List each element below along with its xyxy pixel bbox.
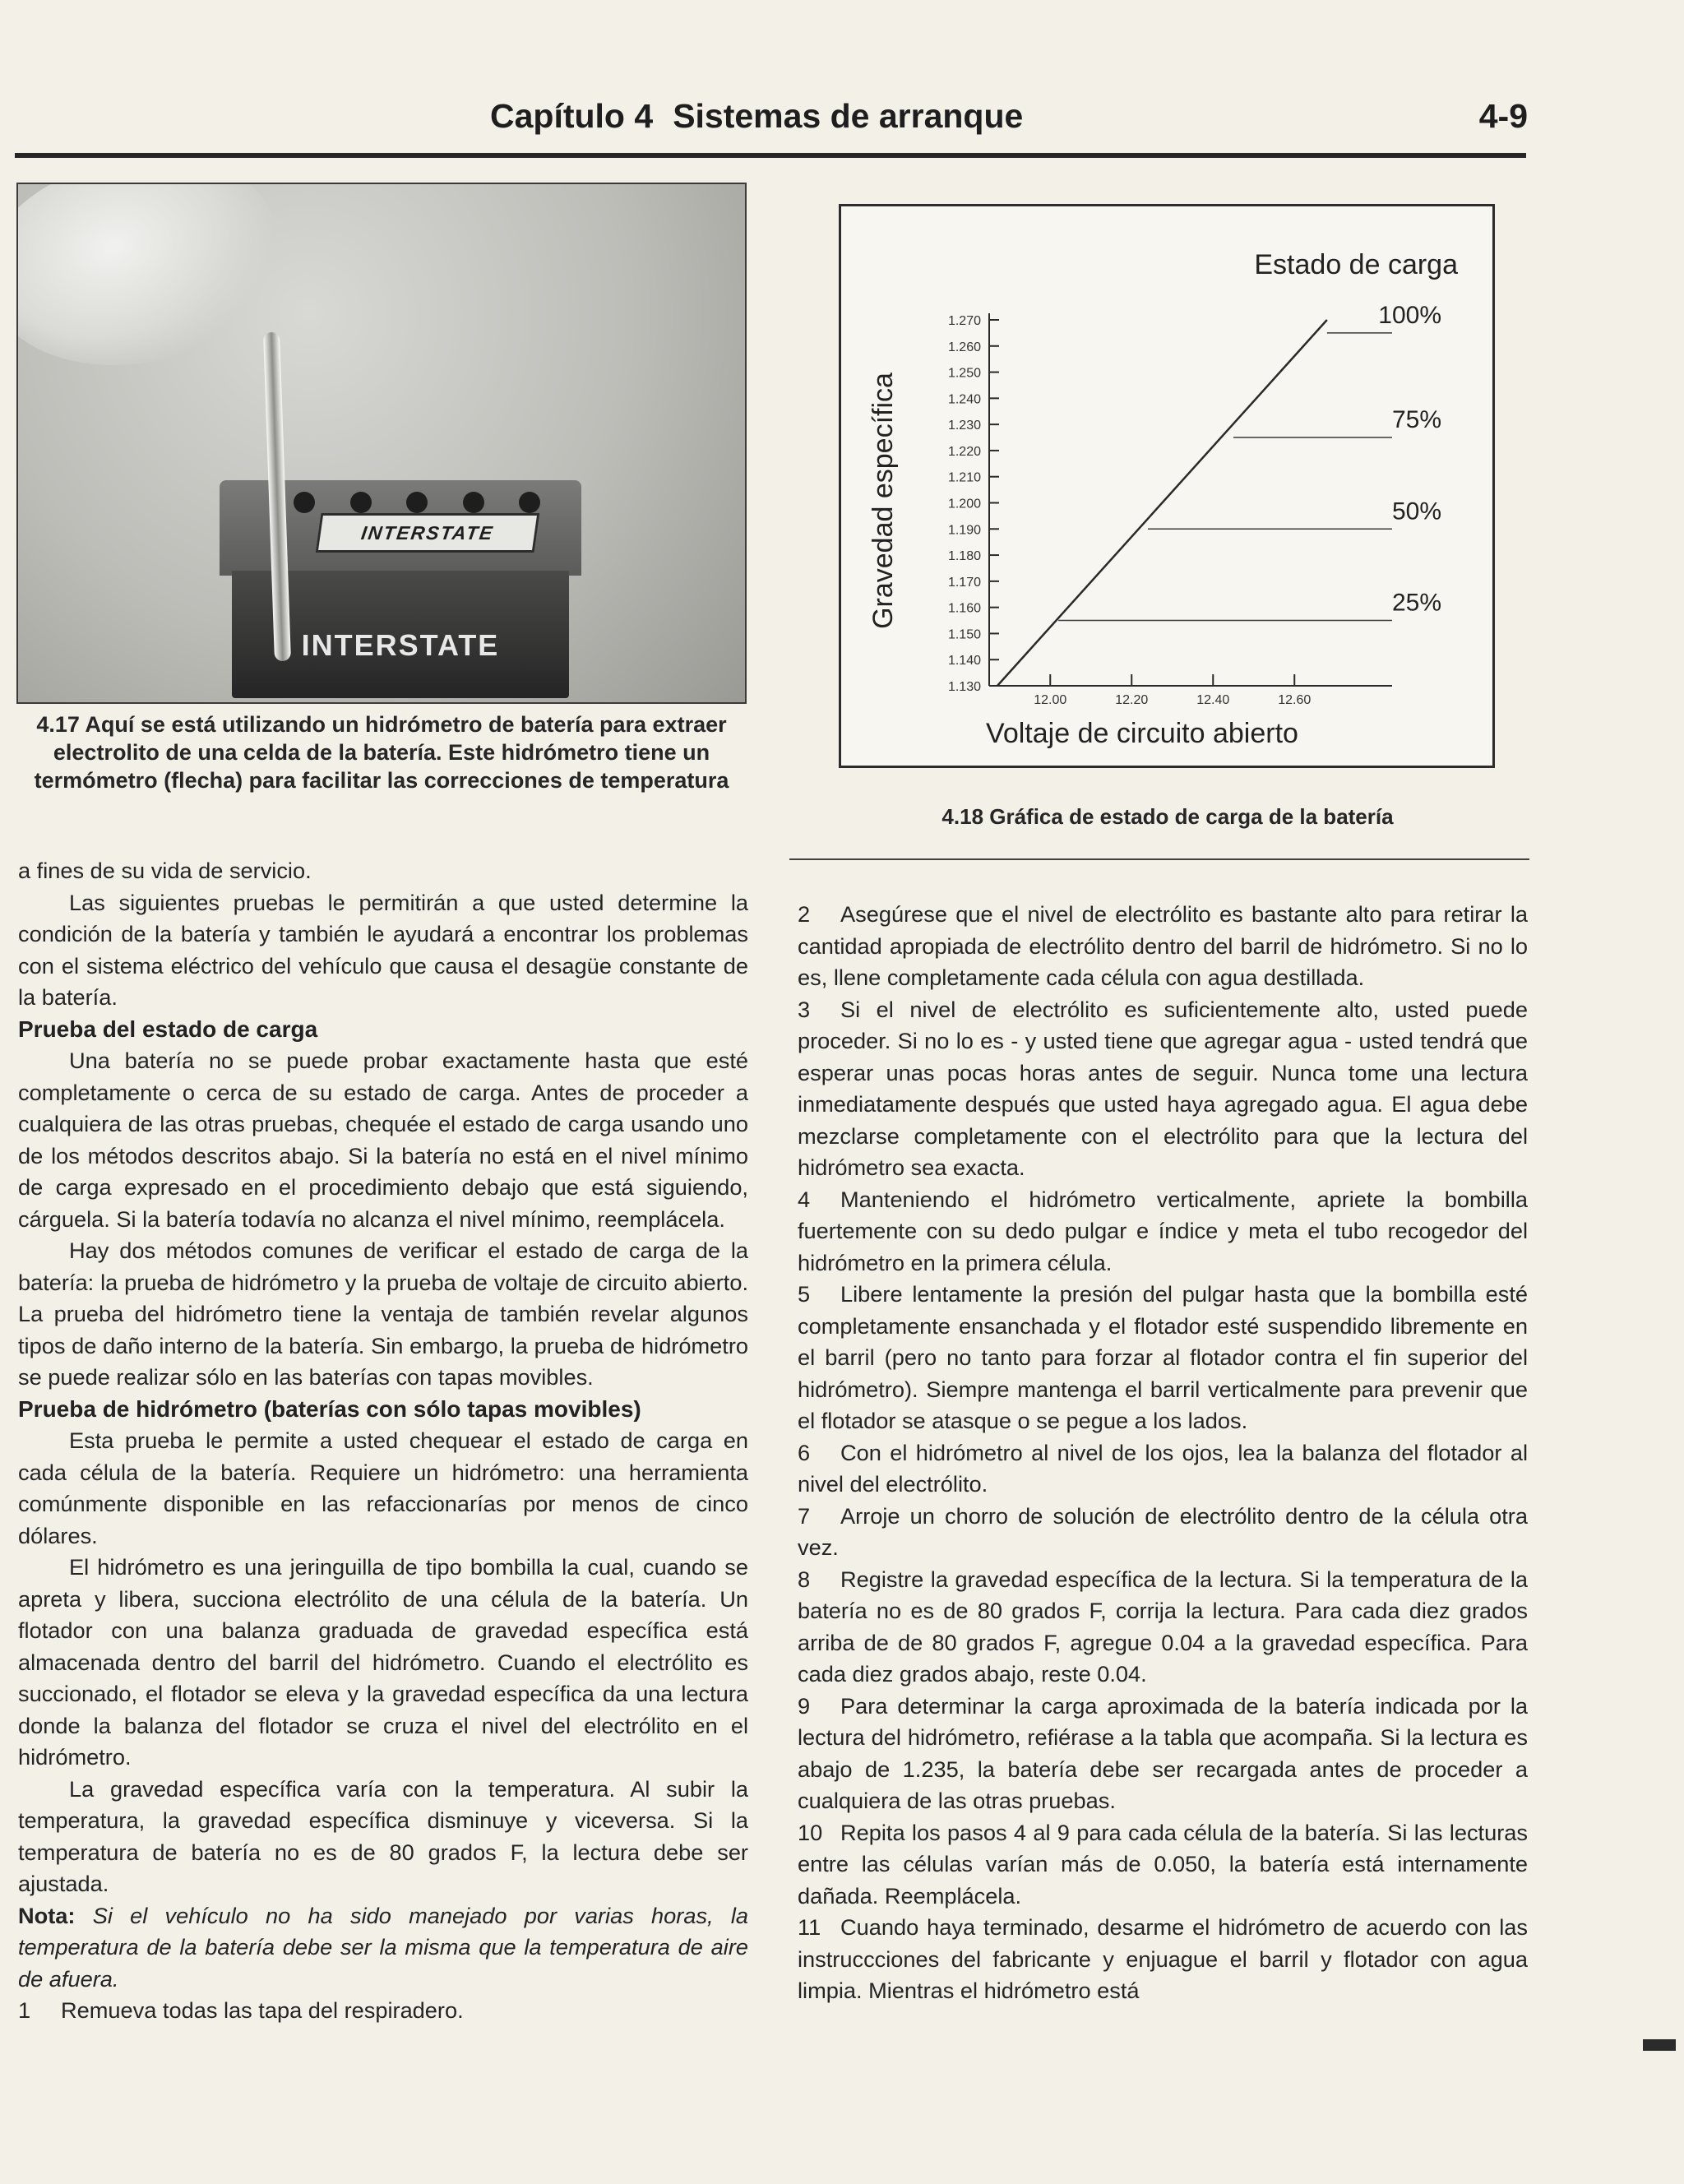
- y-tick-label: 1.250: [947, 366, 981, 381]
- step: [18, 1995, 748, 2027]
- step-number: 11: [798, 1914, 821, 1940]
- step-text: Con el hidrómetro al nivel de los ojos, lea la balanza del flotador al nivel del electrólito.: [798, 1439, 1528, 1497]
- page-edge-tab: [1643, 2039, 1676, 2051]
- step: [798, 1912, 1528, 2007]
- x-tick-label: 12.40: [1196, 693, 1230, 707]
- y-axis-label: Gravedad específica: [867, 372, 899, 629]
- paragraph: Hay dos métodos comunes de verificar el estado de carga de la batería: la prueba de hidrómetro y la prueba de voltaje de circuito abierto. La prueba del hidrómetro tiene la ventaja de también revelar algunos tipos de daño interno de la batería. Sin embargo, la prueba de hidrómetro se puede realizar sólo en las baterías con tapas movibles.: [18, 1238, 748, 1390]
- paragraph: Esta prueba le permite a usted chequear el estado de carga en cada célula de la batería. Requiere un hidrómetro: una herramienta comúnmente disponible en las refaccionarías por menos de cinco dólares.: [18, 1427, 748, 1548]
- y-tick-label: 1.210: [947, 470, 981, 485]
- step-text: Si el nivel de electrólito es suficientemente alto, usted puede proceder. Si no lo es - y usted tiene que agregar agua - usted tendrá que esperar unas pocas horas antes de seguir. Nunca tome una lectura inmediatamente después que usted haya agregado agua. El agua debe mezclarse completamente con el electrólito para que la lectura del hidrómetro sea exacta.: [798, 996, 1528, 1180]
- step-text: Asegúrese que el nivel de electrólito es bastante alto para retirar la cantidad apropiada de electrólito dentro del barril de hidrómetro. Si no lo es, llene completamente cada célula con agua destillada.: [798, 901, 1528, 990]
- level-label: 50%: [1391, 497, 1441, 525]
- y-tick-label: 1.200: [947, 497, 981, 511]
- y-tick-label: 1.270: [947, 314, 981, 328]
- y-tick-label: 1.230: [947, 419, 981, 433]
- section-heading: Prueba del estado de carga: [18, 1016, 318, 1042]
- x-tick-label: 12.20: [1115, 693, 1149, 707]
- y-tick-label: 1.170: [947, 575, 981, 590]
- step-number: 2: [798, 901, 811, 927]
- y-tick-label: 1.240: [947, 392, 981, 407]
- section-divider: [789, 858, 1529, 860]
- y-tick-label: 1.160: [947, 601, 981, 616]
- x-tick-label: 12.00: [1034, 693, 1067, 707]
- chart-svg: [841, 206, 1492, 766]
- y-tick-label: 1.260: [947, 340, 981, 354]
- step-number: 7: [798, 1502, 811, 1529]
- step-number: 10: [798, 1819, 823, 1845]
- chart-title: Estado de carga: [1254, 249, 1458, 280]
- figure-4-18-caption: 4.18 Gráfica de estado de carga de la batería: [941, 804, 1394, 829]
- chapter-name: Sistemas de arranque: [673, 97, 1024, 135]
- step-number: 8: [798, 1566, 811, 1592]
- cell-cap: [463, 492, 484, 513]
- page-number: 4-9: [1478, 97, 1528, 135]
- y-tick-label: 1.180: [947, 549, 981, 564]
- step-number: 3: [798, 996, 811, 1022]
- gloved-hand-shape: [16, 183, 306, 406]
- step: [798, 1279, 1528, 1437]
- paragraph: Una batería no se puede probar exactamente hasta que esté completamente o cerca de su estado de carga. Antes de proceder a cualquiera de las otras pruebas, chequée el estado de carga usando uno de los métodos descritos abajo. Si la batería no está en el nivel mínimo de carga expresado en el procedimiento debajo que está siguiendo, cárguela. Si la batería todavía no alcanza el nivel mínimo, reemplácela.: [18, 1048, 748, 1232]
- y-tick-label: 1.140: [947, 654, 981, 669]
- charge-line: [997, 320, 1327, 686]
- step-text: Remueva todas las tapa del respiradero.: [61, 1997, 464, 2023]
- note: [18, 1900, 748, 1996]
- x-axis-label: Voltaje de circuito abierto: [986, 718, 1298, 749]
- step-text: Arroje un chorro de solución de electrólito dentro de la célula otra vez.: [798, 1502, 1528, 1560]
- state-of-charge-chart: [839, 204, 1495, 768]
- x-tick-label: 12.60: [1278, 693, 1312, 707]
- level-label: 25%: [1391, 589, 1441, 617]
- y-tick-label: 1.190: [947, 523, 981, 538]
- y-tick-label: 1.150: [947, 627, 981, 642]
- step: [798, 1501, 1528, 1564]
- paragraph: El hidrómetro es una jeringuilla de tipo bombilla la cual, cuando se apreta y libera, succiona electrólito de una célula de la batería. Un flotador con una balanza graduada de gravedad específica está almacenada dentro del barril del hidrómetro. Cuando el electrólito es succionado, el flotador se eleva y la gravedad específica da una lectura donde la balanza del flotador se cruza el nivel del electrólito en el hidrómetro.: [18, 1554, 748, 1770]
- step: [798, 1564, 1528, 1691]
- right-text-column: [798, 899, 1528, 2007]
- y-tick-label: 1.130: [947, 680, 981, 694]
- cell-cap: [350, 492, 372, 513]
- paragraph: La gravedad específica varía con la temperatura. Al subir la temperatura, la gravedad específica disminuye y viceversa. Si la temperatura de batería no es de 80 grados F, la lectura debe ser ajustada.: [18, 1775, 748, 1896]
- y-tick-label: 1.220: [947, 444, 981, 459]
- step: [798, 1184, 1528, 1279]
- step: [798, 994, 1528, 1184]
- step-text: Repita los pasos 4 al 9 para cada célula de la batería. Si las lecturas entre las células varían más de 0.050, la batería está internamente dañada. Reemplácela.: [798, 1819, 1528, 1909]
- step: [798, 899, 1528, 994]
- step-number: 5: [798, 1281, 811, 1307]
- step: [798, 1437, 1528, 1501]
- step-text: Cuando haya terminado, desarme el hidrómetro de acuerdo con las instruccciones del fabricante y enjuague el barril y flotador con agua limpia. Mientras el hidrómetro está: [798, 1914, 1528, 2003]
- battery-cell-caps: [294, 492, 540, 508]
- paragraph: a fines de su vida de servicio.: [18, 858, 312, 883]
- step-text: Para determinar la carga aproximada de la batería indicada por la lectura del hidrómetro, refiérase a la tabla que acompaña. Si la lectura es abajo de 1.235, la batería debe ser recargada antes de proceder a cualquiera de las otras pruebas.: [798, 1692, 1528, 1813]
- step: [798, 1817, 1528, 1913]
- section-heading: Prueba de hidrómetro (baterías con sólo tapas movibles): [18, 1395, 641, 1422]
- level-label: 100%: [1378, 301, 1441, 329]
- step-number: 6: [798, 1439, 811, 1465]
- paragraph: Las siguientes pruebas le permitirán a que usted determine la condición de la batería y también le ayudará a encontrar los problemas con el sistema eléctrico del vehículo que causa el desagüe constante de la batería.: [18, 889, 748, 1010]
- note-label: Nota:: [18, 1902, 76, 1928]
- step-text: Registre la gravedad específica de la lectura. Si la temperatura de la batería no es de 80 grados F, corrija la lectura. Para cada diez grados arriba de de 80 grados F, agregue 0.04 a la gravedad específica. Para cada diez grados abajo, reste 0.04.: [798, 1566, 1528, 1687]
- left-text-column: [18, 855, 748, 2027]
- step-text: Manteniendo el hidrómetro verticalmente, apriete la bombilla fuertemente con su dedo pulgar e índice y meta el tubo recogedor del hidrómetro en la primera célula.: [798, 1186, 1528, 1275]
- chapter-title: [490, 97, 1023, 136]
- step: [798, 1691, 1528, 1817]
- step-number: 1: [18, 1997, 31, 2023]
- cell-cap: [519, 492, 540, 513]
- step-number: 9: [798, 1692, 811, 1719]
- battery-brand-label: INTERSTATE: [301, 628, 500, 662]
- step-text: Libere lentamente la presión del pulgar hasta que la bombilla esté completamente ensanchada y el flotador esté suspendido libremente en el barril (pero no tanto para forzar al flotador contra el fin superior del hidrómetro). Siempre mantenga el barril verticalmente para prevenir que el flotador se atasque o se pegue a los lados.: [798, 1281, 1528, 1433]
- page-header: [15, 97, 1528, 155]
- level-label: 75%: [1391, 406, 1441, 434]
- battery-hydrometer-photo: [16, 183, 747, 704]
- step-number: 4: [798, 1186, 811, 1212]
- note-text: Si el vehículo no ha sido manejado por varias horas, la temperatura de la batería debe ser la misma que la temperatura de aire de afuera.: [18, 1902, 748, 1992]
- figure-4-17-caption: 4.17 Aquí se está utilizando un hidrómetro de batería para extraer electrolito de una celda de la batería. Este hidrómetro tiene un termómetro (flecha) para facilitar las correcciones de temperatura: [34, 712, 729, 793]
- cell-cap: [294, 492, 315, 513]
- cell-cap: [406, 492, 428, 513]
- battery-top-label: INTERSTATE: [316, 513, 540, 553]
- chapter-number: Capítulo 4: [490, 97, 654, 135]
- header-rule: [15, 153, 1526, 158]
